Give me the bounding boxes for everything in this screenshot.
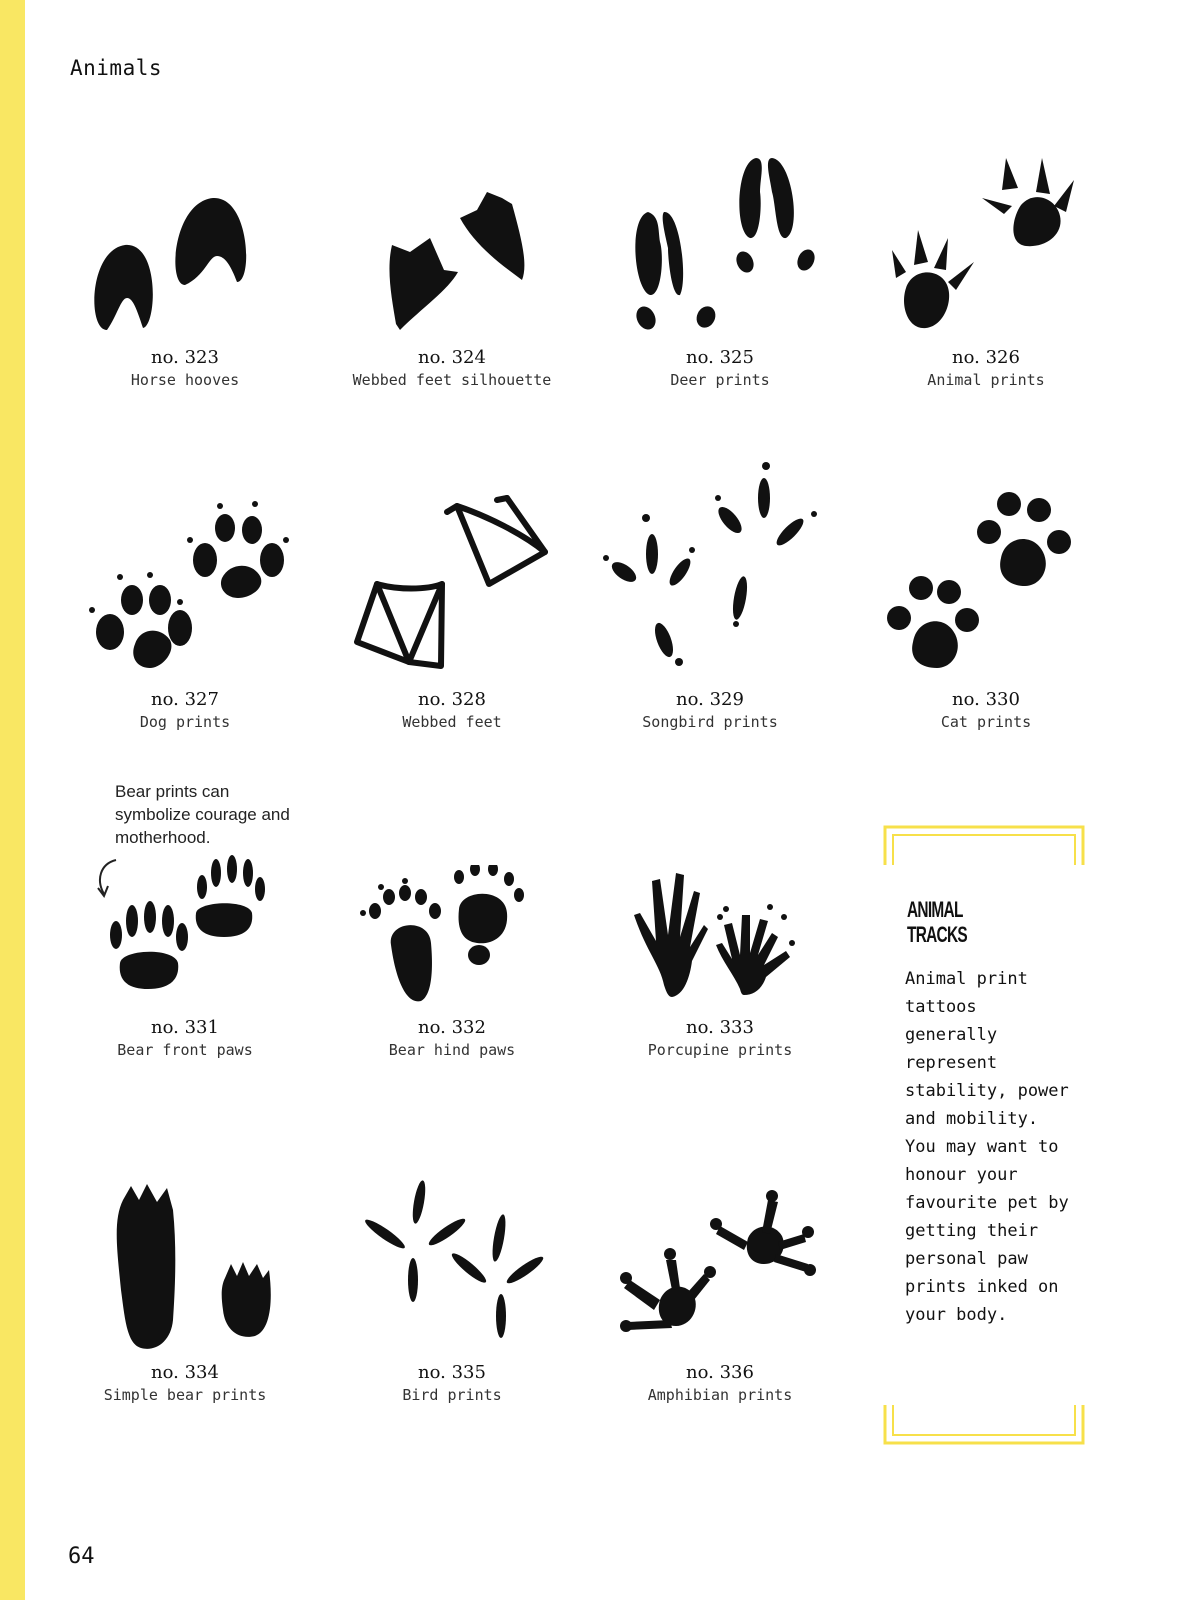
- item-number: no. 333: [686, 1017, 754, 1038]
- bear-hind-paws-icon: [347, 865, 557, 1005]
- porcupine-prints-icon: [620, 865, 820, 1005]
- item-number: no. 330: [952, 689, 1020, 710]
- item-number: no. 327: [151, 689, 219, 710]
- item-325: [610, 150, 830, 389]
- item-number: no. 324: [418, 347, 486, 368]
- item-number: no. 335: [418, 1362, 486, 1383]
- bear-note: Bear prints can symbolize courage and motherhood.: [115, 782, 290, 847]
- dog-prints-icon: [80, 492, 290, 677]
- item-328: [342, 492, 562, 731]
- item-caption: Bear hind paws: [388, 1041, 516, 1059]
- item-332: [342, 865, 562, 1059]
- item-number: no. 331: [151, 1017, 219, 1038]
- item-327: [75, 492, 295, 731]
- section-title: Animals: [70, 56, 163, 80]
- item-number: no. 325: [686, 347, 754, 368]
- item-caption: Porcupine prints: [647, 1041, 793, 1059]
- item-336: [610, 1180, 830, 1404]
- bear-front-paws-icon: [80, 845, 290, 1005]
- item-number: no. 332: [418, 1017, 486, 1038]
- item-caption: Webbed feet: [402, 713, 502, 731]
- item-caption: Deer prints: [670, 371, 770, 389]
- page-number: 64: [68, 1544, 95, 1569]
- item-324: [342, 190, 562, 389]
- yellow-page-edge: [0, 0, 25, 1600]
- cat-prints-icon: [881, 492, 1091, 677]
- animal-prints-icon: [886, 150, 1086, 335]
- horse-hooves-icon: [85, 190, 285, 335]
- item-331: [75, 845, 295, 1059]
- item-caption: Dog prints: [139, 713, 231, 731]
- bird-prints-icon: [347, 1180, 557, 1350]
- item-323: [75, 190, 295, 389]
- item-number: no. 323: [151, 347, 219, 368]
- item-caption: Horse hooves: [130, 371, 240, 389]
- item-number: no. 328: [418, 689, 486, 710]
- frame-top: [883, 825, 1085, 865]
- item-330: [876, 492, 1096, 731]
- item-334: [75, 1180, 295, 1404]
- item-caption: Bear front paws: [117, 1041, 253, 1059]
- item-caption: Amphibian prints: [647, 1386, 793, 1404]
- sidebar-body: Animal print tattoos generally represent stability, power and mobility. You may want to honour your favourite pet by getting their personal paw prints inked on your body.: [905, 969, 1069, 1325]
- item-caption: Cat prints: [940, 713, 1032, 731]
- webbed-feet-silhouette-icon: [352, 190, 552, 335]
- item-caption: Songbird prints: [642, 713, 778, 731]
- item-335: [342, 1180, 562, 1404]
- sidebar-heading: ANIMAL TRACKS: [907, 897, 967, 947]
- item-caption: Animal prints: [927, 371, 1045, 389]
- item-number: no. 329: [676, 689, 744, 710]
- item-number: no. 334: [151, 1362, 219, 1383]
- amphibian-prints-icon: [620, 1180, 820, 1350]
- item-caption: Bird prints: [402, 1386, 502, 1404]
- item-326: [876, 150, 1096, 389]
- frame-bottom: [883, 1405, 1085, 1445]
- item-number: no. 326: [952, 347, 1020, 368]
- item-caption: Simple bear prints: [103, 1386, 267, 1404]
- item-number: no. 336: [686, 1362, 754, 1383]
- item-333: [610, 865, 830, 1059]
- simple-bear-prints-icon: [85, 1180, 285, 1350]
- item-caption: Webbed feet silhouette: [352, 371, 552, 389]
- item-329: [600, 462, 820, 731]
- animal-tracks-sidebar: [883, 825, 1085, 1445]
- deer-prints-icon: [620, 150, 820, 335]
- webbed-feet-outline-icon: [347, 492, 557, 677]
- songbird-prints-icon: [600, 462, 825, 677]
